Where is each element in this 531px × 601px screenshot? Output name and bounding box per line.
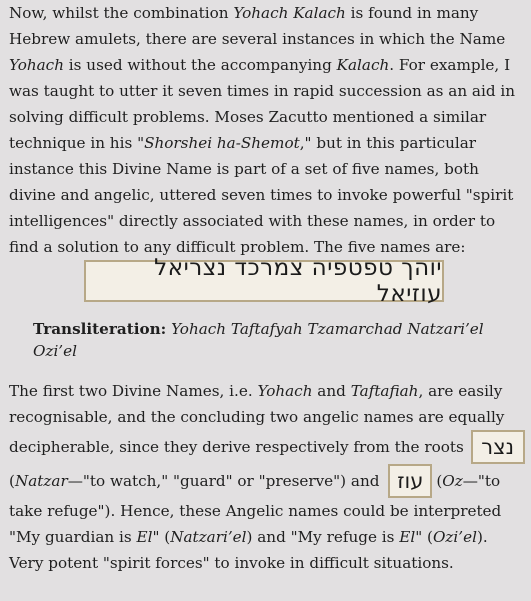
text-run: " ( bbox=[152, 528, 171, 546]
text-run: ( bbox=[436, 472, 443, 490]
italic-term: El bbox=[399, 528, 416, 546]
hebrew-names-text: יוהך טפטפיה צמרכד נצריאל עוזיאל bbox=[154, 255, 442, 307]
hebrew-root-text: עוז bbox=[397, 469, 424, 493]
transliteration-label: Transliteration: bbox=[33, 320, 167, 338]
italic-term: Kalach bbox=[336, 56, 390, 74]
italic-term: Yohach bbox=[257, 382, 313, 400]
transliteration-value: Yohach Taftafyah Tzamarchad Natzari’el Ozi’el bbox=[33, 320, 484, 360]
italic-term: Yohach Kalach bbox=[233, 4, 346, 22]
text-run: . For example, I was taught to utter it seven times in rapid succession as an aid in solving difficult problems. Moses Zacutto mentioned a similar technique in his " bbox=[9, 56, 516, 152]
hebrew-root-oz bbox=[388, 464, 432, 498]
italic-term: Yohach bbox=[9, 56, 64, 74]
hebrew-names-image bbox=[84, 255, 444, 307]
italic-term: Natzar bbox=[14, 472, 68, 490]
italic-term: Oz bbox=[442, 472, 463, 490]
text-run: and bbox=[312, 382, 351, 400]
text-run: ). Very potent "spirit forces" to invoke in difficult situations. bbox=[9, 528, 488, 572]
text-run: is used without the accompanying bbox=[63, 56, 337, 74]
text-run: —"to take refuge"). Hence, these Angelic names could be interpreted "My guardian is bbox=[9, 472, 502, 546]
text-run: ( bbox=[9, 472, 15, 490]
italic-term: Natzari’el bbox=[170, 528, 247, 546]
text-run: Now, whilst the combination bbox=[9, 4, 234, 22]
transliteration bbox=[33, 318, 503, 362]
text-run: —"to watch," "guard" or "preserve") and bbox=[67, 472, 380, 490]
intro-paragraph bbox=[9, 0, 525, 260]
text-run: ," but in this particular instance this Divine Name is part of a set of five names, both divine and angelic, uttered seven times to invoke powerful "spirit intelligences" directly associated with these names, in order to find a solution to any difficult problem. The five names are: bbox=[9, 134, 514, 256]
italic-term: Taftafiah bbox=[350, 382, 419, 400]
hebrew-root-text: נצר bbox=[481, 435, 515, 459]
text-run: is found in many Hebrew amulets, there are several instances in which the Name bbox=[9, 4, 506, 48]
text-run: ) and "My refuge is bbox=[246, 528, 400, 546]
hebrew-root-natzar bbox=[471, 430, 525, 464]
text-run: , are easily recognisable, and the concluding two angelic names are equally decipherable, since they derive respectively from the roots bbox=[9, 382, 505, 456]
text-run: " ( bbox=[415, 528, 433, 546]
roots-paragraph bbox=[9, 378, 525, 576]
roots-paragraph-line-block bbox=[9, 378, 525, 576]
italic-term: Ozi’el bbox=[432, 528, 477, 546]
italic-term: El bbox=[136, 528, 153, 546]
book-title: Shorshei ha-Shemot bbox=[144, 134, 300, 152]
text-run: The first two Divine Names, i.e. bbox=[9, 382, 258, 400]
